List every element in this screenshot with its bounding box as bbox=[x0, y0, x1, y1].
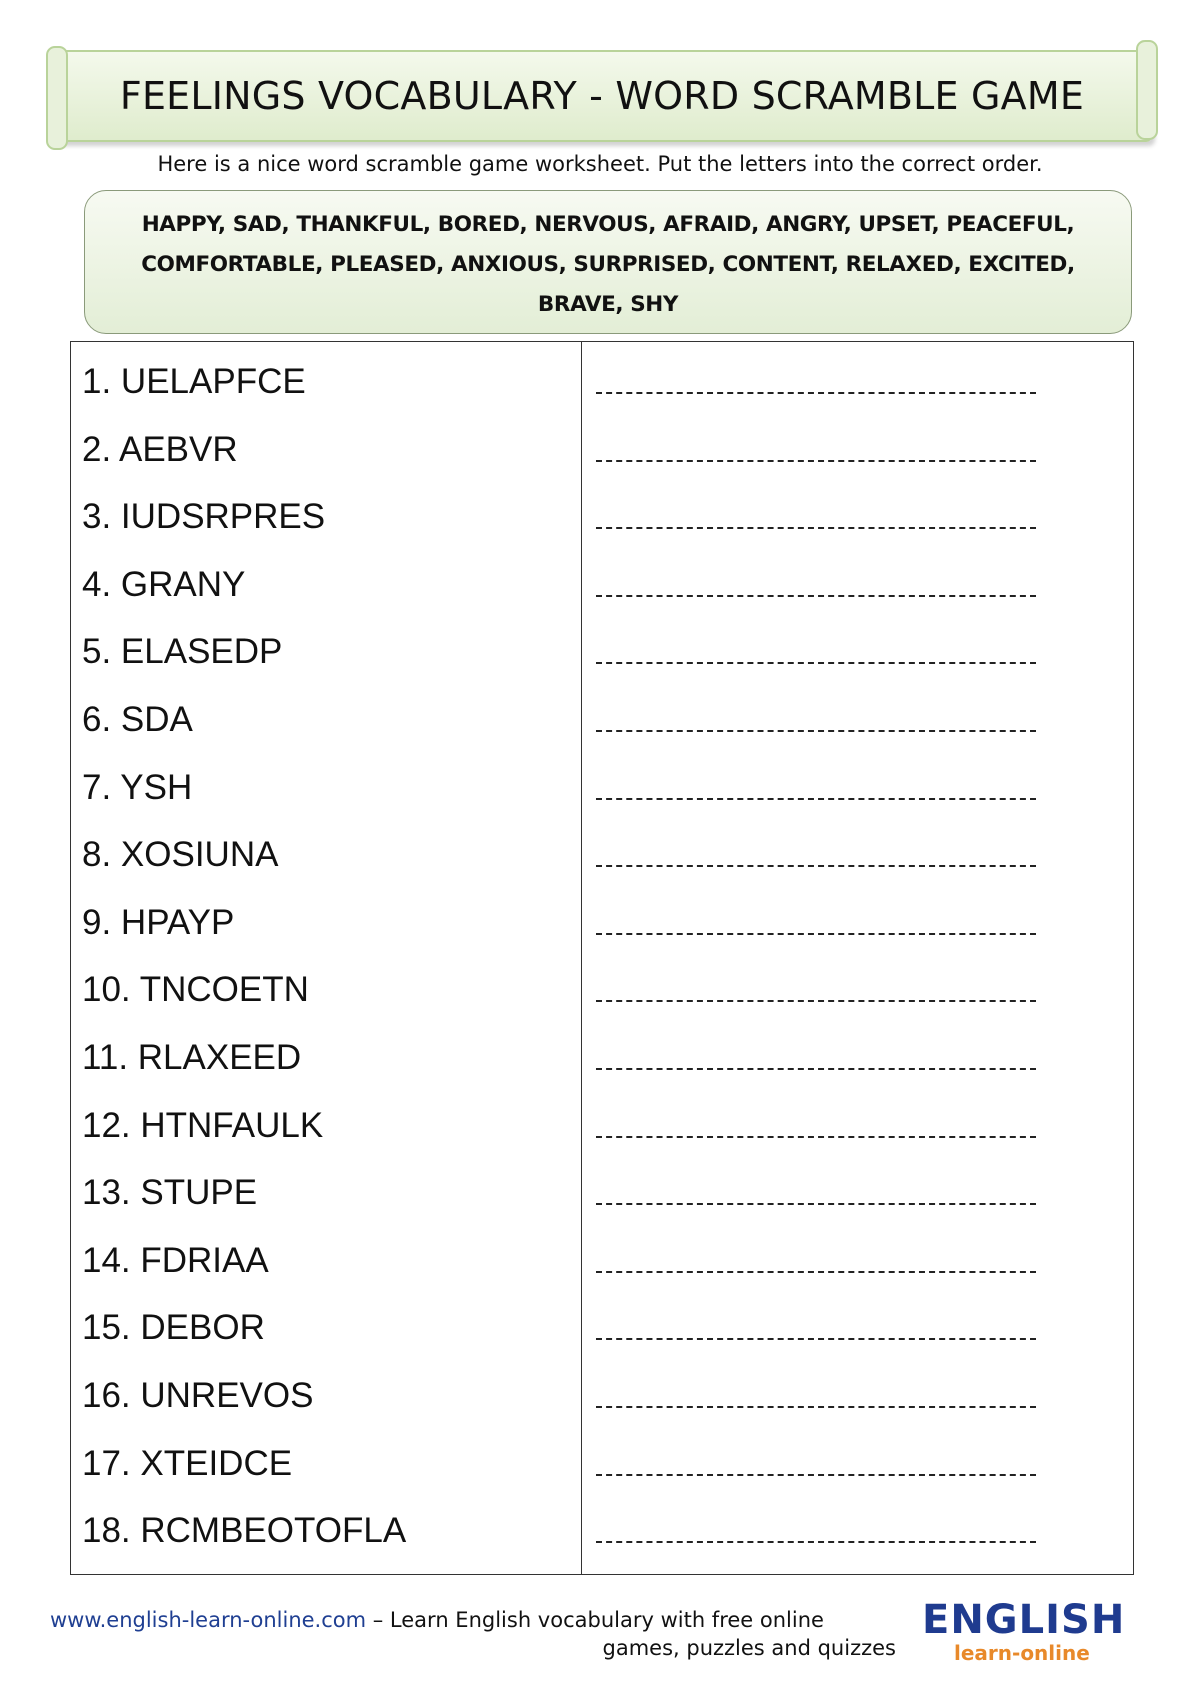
scramble-row bbox=[71, 1237, 1135, 1304]
scramble-row bbox=[71, 1034, 1135, 1101]
website-link[interactable]: www.english-learn-online.com bbox=[50, 1608, 367, 1632]
scramble-row bbox=[71, 426, 1135, 493]
scramble-table bbox=[70, 341, 1134, 1575]
scrambled-word: 8. XOSIUNA bbox=[82, 835, 279, 875]
answer-line[interactable] bbox=[596, 1406, 1036, 1408]
scramble-row bbox=[71, 628, 1135, 695]
word-bank-box bbox=[84, 190, 1132, 334]
scrambled-word: 2. AEBVR bbox=[82, 429, 238, 469]
scramble-row bbox=[71, 358, 1135, 425]
answer-line[interactable] bbox=[596, 392, 1036, 394]
answer-line[interactable] bbox=[596, 933, 1036, 935]
answer-line[interactable] bbox=[596, 460, 1036, 462]
answer-line[interactable] bbox=[596, 1068, 1036, 1070]
answer-line[interactable] bbox=[596, 1136, 1036, 1138]
scramble-row bbox=[71, 1304, 1135, 1371]
scrambled-word: 11. RLAXEED bbox=[82, 1038, 302, 1077]
logo-subtitle: learn-online bbox=[954, 1641, 1090, 1665]
scramble-row bbox=[71, 1440, 1135, 1507]
scrambled-word: 6. SDA bbox=[82, 700, 193, 739]
scramble-row bbox=[71, 764, 1135, 831]
answer-line[interactable] bbox=[596, 730, 1036, 732]
footer-tagline-2: games, puzzles and quizzes bbox=[602, 1636, 896, 1660]
english-learn-online-logo bbox=[922, 1597, 1126, 1678]
scramble-row bbox=[71, 1169, 1135, 1236]
scrambled-word: 12. HTNFAULK bbox=[82, 1105, 324, 1145]
scramble-row bbox=[71, 561, 1135, 628]
scramble-row bbox=[71, 831, 1135, 898]
scramble-row bbox=[71, 899, 1135, 966]
scrambled-word: 5. ELASEDP bbox=[82, 632, 283, 672]
scrambled-word: 7. YSH bbox=[82, 767, 193, 807]
footer-text bbox=[50, 1606, 896, 1662]
answer-line[interactable] bbox=[596, 1474, 1036, 1476]
scrambled-word: 10. TNCOETN bbox=[82, 970, 309, 1010]
answer-line[interactable] bbox=[596, 1338, 1036, 1340]
title-banner bbox=[52, 50, 1152, 142]
scrambled-word: 9. HPAYP bbox=[82, 902, 235, 942]
scrambled-word: 17. XTEIDCE bbox=[82, 1443, 293, 1483]
intro-text: Here is a nice word scramble game worksheet. Put the letters into the correct order. bbox=[157, 152, 1043, 176]
answer-line[interactable] bbox=[596, 527, 1036, 529]
scrambled-word: 1. UELAPFCE bbox=[82, 362, 306, 401]
answer-line[interactable] bbox=[596, 1203, 1036, 1205]
scramble-row bbox=[71, 1507, 1135, 1574]
word-bank-list: HAPPY, SAD, THANKFUL, BORED, NERVOUS, AFRAID, ANGRY, UPSET, PEACEFUL, COMFORTABLE, PLEASED, ANXIOUS, SURPRISED, CONTENT, RELAXED, EXCITED, BRAVE, SHY bbox=[141, 212, 1075, 317]
logo-brand: ENGLISH bbox=[922, 1597, 1126, 1643]
scrambled-word: 15. DEBOR bbox=[82, 1308, 265, 1348]
footer-tagline-1: – Learn English vocabulary with free online bbox=[366, 1608, 824, 1632]
answer-line[interactable] bbox=[596, 1271, 1036, 1273]
page-title: FEELINGS VOCABULARY - WORD SCRAMBLE GAME bbox=[119, 74, 1085, 118]
scramble-row bbox=[71, 696, 1135, 763]
scrambled-word: 16. UNREVOS bbox=[82, 1376, 314, 1415]
scrambled-word: 14. FDRIAA bbox=[82, 1240, 269, 1280]
scramble-row bbox=[71, 966, 1135, 1033]
scramble-row bbox=[71, 1102, 1135, 1169]
answer-line[interactable] bbox=[596, 595, 1036, 597]
scramble-row bbox=[71, 1372, 1135, 1439]
scrambled-word: 4. GRANY bbox=[82, 564, 246, 604]
answer-line[interactable] bbox=[596, 1541, 1036, 1543]
answer-line[interactable] bbox=[596, 865, 1036, 867]
answer-line[interactable] bbox=[596, 1000, 1036, 1002]
scramble-row bbox=[71, 493, 1135, 560]
scrambled-word: 3. IUDSRPRES bbox=[82, 497, 326, 537]
answer-line[interactable] bbox=[596, 662, 1036, 664]
answer-line[interactable] bbox=[596, 798, 1036, 800]
scrambled-word: 13. STUPE bbox=[82, 1173, 258, 1213]
scrambled-word: 18. RCMBEOTOFLA bbox=[82, 1511, 407, 1551]
